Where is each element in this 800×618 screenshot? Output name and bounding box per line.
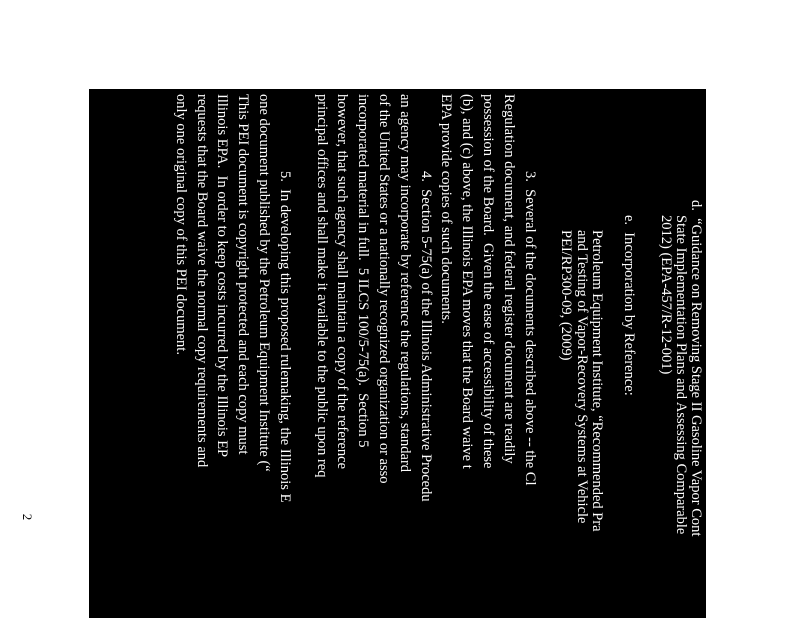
document-line: Petroleum Equipment Institute, “Recommended Pra — [588, 230, 605, 532]
document-line: however, that such agency shall maintain a copy of the reference — [334, 94, 351, 470]
document-line: principal offices and shall make it available to the public upon req — [313, 94, 330, 478]
document-line: requests that the Board waive the normal copy requirements and — [193, 94, 210, 468]
document-line: and Testing of Vapor-Recovery Systems at Vehicle — [573, 230, 590, 524]
document-line: (b), and (c) above, the Illinois EPA moves that the Board waive t — [459, 94, 476, 469]
document-line: Illinois EPA. In order to keep costs incurred by the Illinois EP — [214, 94, 231, 458]
page-number: 2 — [20, 513, 35, 521]
document-line: possession of the Board. Given the ease of accessibility of these — [480, 94, 496, 469]
scanned-page — [89, 89, 706, 618]
document-line: only one original copy of this PEI document. — [172, 94, 189, 355]
document-line: This PEI document is copyright protected and each copy must — [235, 94, 252, 455]
document-line: of the United States or a nationally recognized organization or asso — [376, 94, 392, 484]
document-line: 3. Several of the documents described above -- the Cl — [521, 171, 538, 486]
document-line: 5. In developing this proposed rulemaking, the Illinois E — [276, 171, 293, 503]
document-line: one document published by the Petroleum Equipment Institute (“ — [256, 94, 272, 472]
document-line: 2012) (EPA-457/R-12-001) — [657, 215, 674, 375]
document-body — [89, 89, 706, 618]
document-line: State Implementation Plans and Assessing Comparable — [672, 215, 689, 535]
document-line: an agency may incorporate by reference the regulations, standard — [396, 94, 413, 473]
document-line: EPA provide copies of such documents. — [438, 94, 455, 324]
document-line: incorporated material in full. 5 ILCS 100/5-75(a). Section 5 — [355, 94, 372, 448]
document-line: d. “Guidance on Removing Stage II Gasoline Vapor Cont — [688, 200, 704, 537]
document-line: 4. Section 5-75(a) of the Illinois Administrative Procedu — [417, 171, 434, 502]
document-line: e. Incorporation by Reference: — [620, 215, 637, 396]
document-line: Regulation document, and federal register document are readily — [500, 94, 517, 464]
document-line: PEI/RP300-09, (2009) — [558, 230, 575, 361]
